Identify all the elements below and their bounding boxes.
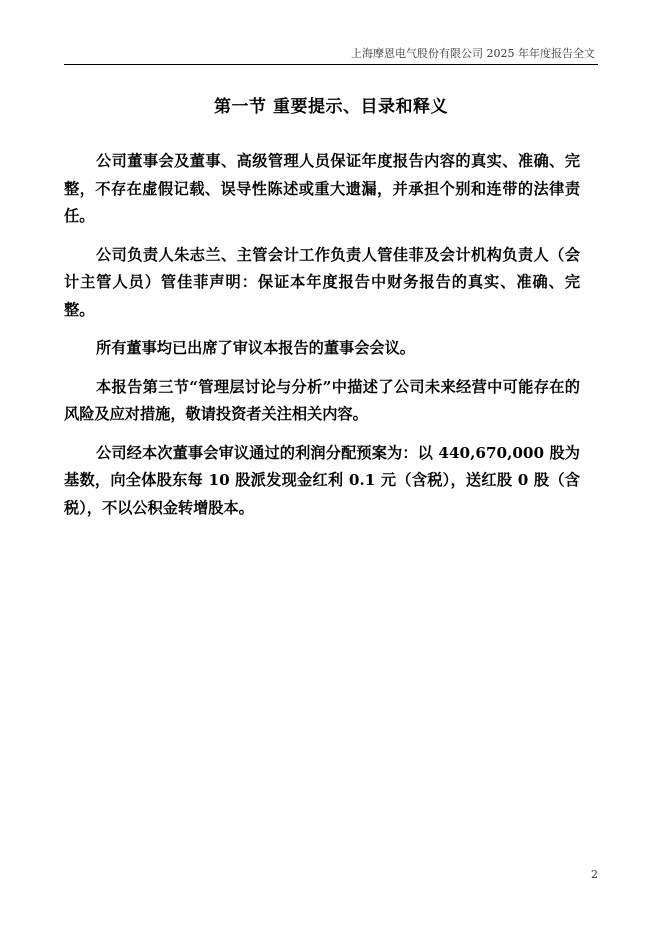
paragraph-risk-notice: 本报告第三节“管理层讨论与分析”中描述了公司未来经营中可能存在的风险及应对措施，敬请投资者关注相关内容。 bbox=[64, 377, 580, 423]
paragraph-financial-statement-declaration: 公司负责人朱志兰、主管会计工作负责人管佳菲及会计机构负责人（会计主管人员）管佳菲声明：保证本年度报告中财务报告的真实、准确、完整。 bbox=[64, 245, 580, 319]
document-body bbox=[64, 148, 580, 533]
header-divider bbox=[64, 64, 598, 65]
page-number: 2 bbox=[591, 868, 598, 881]
paragraph-profit-distribution: 公司经本次董事会审议通过的利润分配预案为：以 440,670,000 股为基数，向全体股东每 10 股派发现金红利 0.1 元（含税），送红股 0 股（含税），不以公积金转增股本。 bbox=[64, 443, 580, 517]
paragraph-directors-attendance: 所有董事均已出席了审议本报告的董事会会议。 bbox=[96, 339, 415, 357]
section-title: 第一节 重要提示、目录和释义 bbox=[214, 97, 448, 117]
paragraph-board-guarantee: 公司董事会及董事、高级管理人员保证年度报告内容的真实、准确、完整，不存在虚假记载、误导性陈述或重大遗漏，并承担个别和连带的法律责任。 bbox=[64, 152, 580, 225]
running-header: 上海摩恩电气股份有限公司 2025 年年度报告全文 bbox=[351, 47, 595, 60]
